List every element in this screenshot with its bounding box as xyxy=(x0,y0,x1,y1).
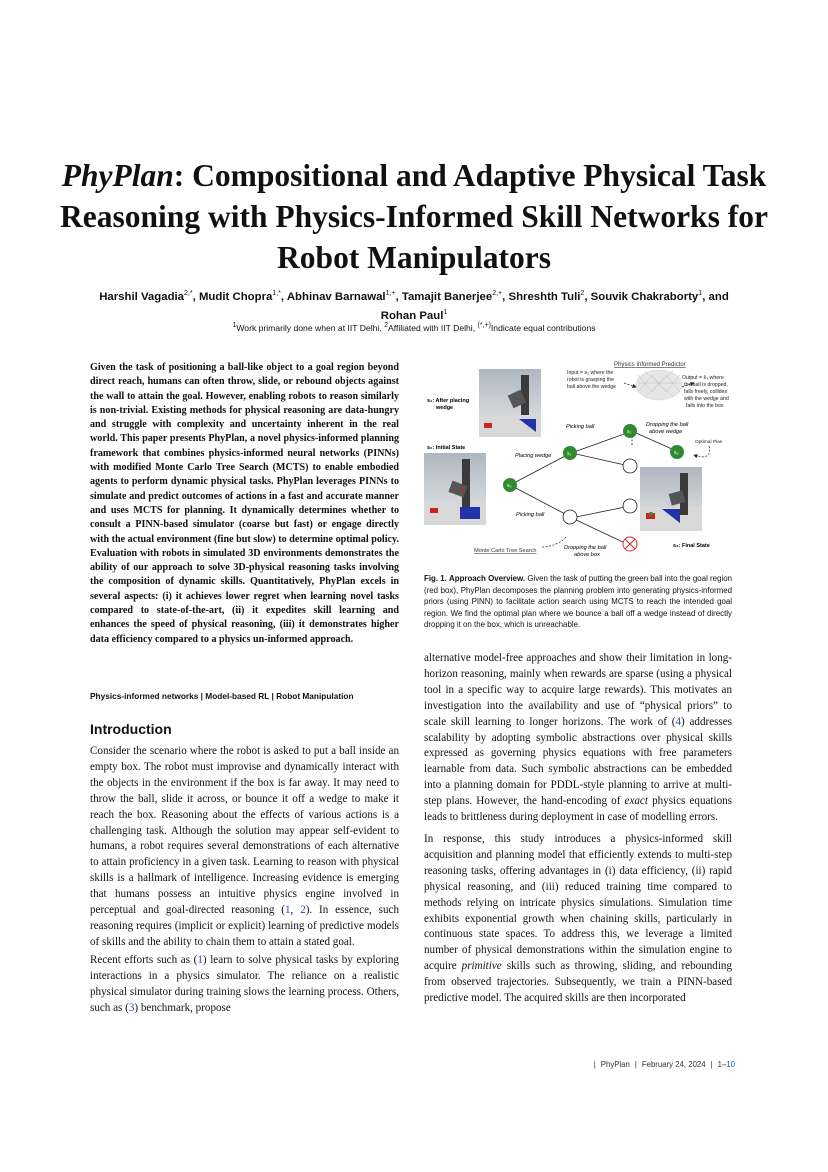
introduction-body xyxy=(90,744,399,1016)
citation-link[interactable]: 4 xyxy=(675,715,681,728)
paragraph xyxy=(90,953,399,1017)
text-run: , xyxy=(290,904,301,917)
s1-label: s₁: After placing wedge xyxy=(427,398,470,411)
edge-label: Picking ball xyxy=(566,424,595,430)
abstract: Given the task of positioning a ball-like object to a goal region beyond direct reach, humans can often throw, slide, or rebound objects against the wall to attain the goal. However, enabling robots to reason similarly is non-trivial. Existing methods for physical reasoning are data-hungry and struggle with complexity and uncertainty inherent in the real world. This paper presents PhyPlan, a novel physics-informed planning framework that combines physics-informed neural networks (PINNs) with modified Monte Carlo Tree Search (MCTS) to enable embodied agents to perform dynamic physical tasks. PhyPlan leverages PINNs to simulate and predict outcomes of actions in a fast and accurate manner and uses MCTS for planning. It dynamically determines whether to consult a PINN-based simulator (coarse but fast) or engage directly with the actual environment (fine but slow) to determine optimal policy. Evaluation with robots in simulated 3D environments demonstrates the ability of our approach to solve 3D-physical reasoning tasks involving the composition of dynamic skills. Quantitatively, PhyPlan excels in several aspects: (i) it achieves lower regret when learning novel tasks compared to state-of-the-art, (ii) it expedites skill learning and enhances the speed of physical reasoning, (iii) it demonstrates higher data efficiency compared to a physics un-informed approach. xyxy=(90,362,399,645)
text-run: physics equations leads to brittleness during deployment in case of modelling errors. xyxy=(424,795,732,824)
equal-contrib-note: Indicate equal contributions xyxy=(490,322,596,333)
keywords: Physics-informed networks | Model-based RL | Robot Manipulation xyxy=(90,691,354,701)
s0-label: s₀: Initial State xyxy=(427,445,466,451)
footer-date: February 24, 2024 xyxy=(641,1060,706,1069)
caption-label: Fig. 1. xyxy=(424,574,447,583)
text-run: ). In essence, such reasoning requires (implicit or explicit) learning of predictive models of skills and the ability to chain them to attain a stated goal. xyxy=(90,904,400,948)
page-footer xyxy=(540,1060,735,1069)
author-name: Shreshth Tuli xyxy=(508,290,581,303)
footer-sep: | xyxy=(710,1060,713,1069)
citation-link[interactable]: 3 xyxy=(128,1001,135,1014)
author-sup: 1,+ xyxy=(385,290,396,297)
citation-link[interactable]: 2 xyxy=(300,904,306,917)
citation-link[interactable]: 1 xyxy=(197,953,203,966)
scene-s3-image xyxy=(640,467,702,531)
author-sup: 1 xyxy=(698,290,703,297)
scene-s0-image xyxy=(424,453,486,525)
node-unexplored xyxy=(623,459,637,473)
paragraph xyxy=(90,744,399,951)
affil-2: Affiliated with IIT Delhi, xyxy=(388,322,476,333)
text-run: Consider the scenario where the robot is asked to put a ball inside an empty box. The robot must improvise and dynamically interact with the objects in the environment if the box is far away. It may need to throw the ball, slide it across, or bounce it off a wedge to make it reach the box. Reasoning about the effects of various actions is a challenging task. Although the solution may appear self-evident to humans, a robot requires several demonstrations of each alternative to attain proficiency in a given task. Learning to reason with physical skills is a hallmark of intelligence. Increasing evidence is emerging that humans possess an intuitive physics engine involved in perceptual and goal-directed reasoning ( xyxy=(90,745,399,917)
affiliations xyxy=(80,322,748,333)
figure-approach-overview xyxy=(424,357,732,567)
neural-network-icon xyxy=(636,370,682,400)
input-text: Input = s₂ where the robot is grasping the ball above the wedge xyxy=(567,370,617,390)
scene-s1-image xyxy=(479,369,541,437)
caption-text: Given the task of putting the green ball into the goal region (red box), PhyPlan decomposes the planning problem into generating physics-informed priors (using PINN) to facilitate action search using MCTS to reach the intended goal region. We find the optimal plan where we bounce a ball off a wedge instead of directly dropping it on the box, which is unreachable. xyxy=(424,574,732,630)
node-s2 xyxy=(623,424,637,438)
paragraph xyxy=(424,832,732,1007)
author-sup: 2,+ xyxy=(492,290,503,297)
author-name: Tamajit Banerjee xyxy=(401,290,493,303)
affil-sup: (*,+) xyxy=(477,322,491,329)
footer-journal: PhyPlan xyxy=(600,1060,630,1069)
author-list: Harshil Vagadia$^{2,*}$, Mudit Chopra$^{1,*}$, Abhinav Barnawal$^{1,+}$, Tamajit Banerjee$^{2,+}$, Shreshth Tuli$^2$, Souvik Chakraborty$^1$, and Rohan Paul$^1$ xyxy=(99,290,729,322)
figure-caption xyxy=(424,573,732,631)
pip-label: Physics Informed Predictor xyxy=(614,362,686,368)
svg-text:s₀: s₀ xyxy=(507,483,512,489)
node-s1 xyxy=(563,446,577,460)
text-run: ) benchmark, propose xyxy=(134,1001,231,1014)
footer-sep: | xyxy=(634,1060,637,1069)
author-name: Harshil Vagadia xyxy=(99,290,185,303)
affil-sup: 1 xyxy=(232,322,237,329)
figure-diagram xyxy=(424,357,732,567)
caption-title: Approach Overview. xyxy=(449,574,526,583)
footer-sep: | xyxy=(593,1060,596,1069)
node-s3 xyxy=(670,445,684,459)
affil-sup: 2 xyxy=(384,322,388,329)
text-run: Recent efforts such as ( xyxy=(90,953,198,966)
node-failed xyxy=(623,537,637,551)
paper-title xyxy=(60,155,768,278)
footer-page: 1– xyxy=(717,1060,727,1069)
author-sup: 1,* xyxy=(272,290,281,297)
author-name: Souvik Chakraborty xyxy=(590,290,699,303)
node-s0 xyxy=(503,478,517,492)
author-sup: 2 xyxy=(580,290,585,297)
text-run: ) addresses scalability by adopting symbolic abstractions over physical skills expressed as governing physics equations with free parameters learnable from data. Such symbolic abstractions can be embedded into a planning domain for PDDL-style planning to arrive at multi-step plans. However, the hand-encoding of xyxy=(424,715,732,808)
s3-label: s₃: Final State xyxy=(673,543,710,549)
edge-label: Picking ball xyxy=(516,512,545,518)
svg-text:s₁: s₁ xyxy=(567,451,572,457)
author-and: and xyxy=(708,290,729,303)
text-run: skills such as throwing, sliding, and rebounding from observed trajectories. Subsequently, we train a PINN-based predictive model. The acquired skills are then incorporated xyxy=(424,960,732,1005)
title-italic: PhyPlan xyxy=(61,158,174,193)
svg-text:s₂: s₂ xyxy=(627,429,632,435)
node-unexplored xyxy=(563,510,577,524)
text-run: In response, this study introduces a physics-informed skill acquisition and planning model that efficiently extends to multi-step reasoning tasks, offering advantages in (i) data efficiency, (ii) rapid physical reasoning, and (iii) reduced training time compared to methods relying on intricate physics simulations. Simulation time exhibits exponential growth when chaining skills, particularly in continuous state spaces. To address this, we leverage a limited number of physical demonstrations within the simulation engine to acquire xyxy=(424,832,732,973)
text-run: ) learn to solve physical tasks by exploring interactions in a physics simulator. The reliance on a realistic physical simulator during training slows the learning process. Others, such as ( xyxy=(90,953,399,1014)
mcts-label: Monte Carlo Tree Search xyxy=(474,548,537,554)
right-column-body xyxy=(424,651,732,1007)
author-sup: 2,* xyxy=(184,290,193,297)
affil-1: Work primarily done when at IIT Delhi, xyxy=(236,322,382,333)
author-name: Rohan Paul xyxy=(380,309,444,322)
author-sup: 1 xyxy=(443,308,448,316)
node-unexplored xyxy=(623,499,637,513)
output-text: Output = ŝ₃ where the ball is dropped, falls freely, collides with the wedge and falls into the box xyxy=(682,375,729,409)
edge-label: Dropping the ball above wedge xyxy=(646,422,689,435)
svg-text:s₃: s₃ xyxy=(674,450,679,456)
emphasis: primitive xyxy=(461,960,502,973)
optimal-plan-label: Optimal Plan xyxy=(695,440,723,445)
text-run: alternative model-free approaches and show their limitation in long-horizon reasoning, mainly when rewards are sparse (using a physical tool in a specific way to acquire large rewards). This motivates an investigation into the availability and use of “physical priors” to scale skill learning to longer horizons. The work of ( xyxy=(424,652,732,728)
paragraph xyxy=(424,651,732,826)
emphasis: exact xyxy=(624,795,648,808)
author-name: Abhinav Barnawal xyxy=(286,290,386,303)
edge-label: Dropping the ball above box xyxy=(564,545,607,558)
citation-link[interactable]: 1 xyxy=(285,904,291,917)
title-rest: : Compositional and Adaptive Physical Task Reasoning with Physics-Informed Skill Networks for Robot Manipulators xyxy=(60,158,768,275)
section-heading-introduction: Introduction xyxy=(90,721,172,737)
author-name: Mudit Chopra xyxy=(198,290,273,303)
edge-label: Placing wedge xyxy=(515,453,552,459)
footer-page-total-link[interactable]: 10 xyxy=(726,1060,735,1069)
